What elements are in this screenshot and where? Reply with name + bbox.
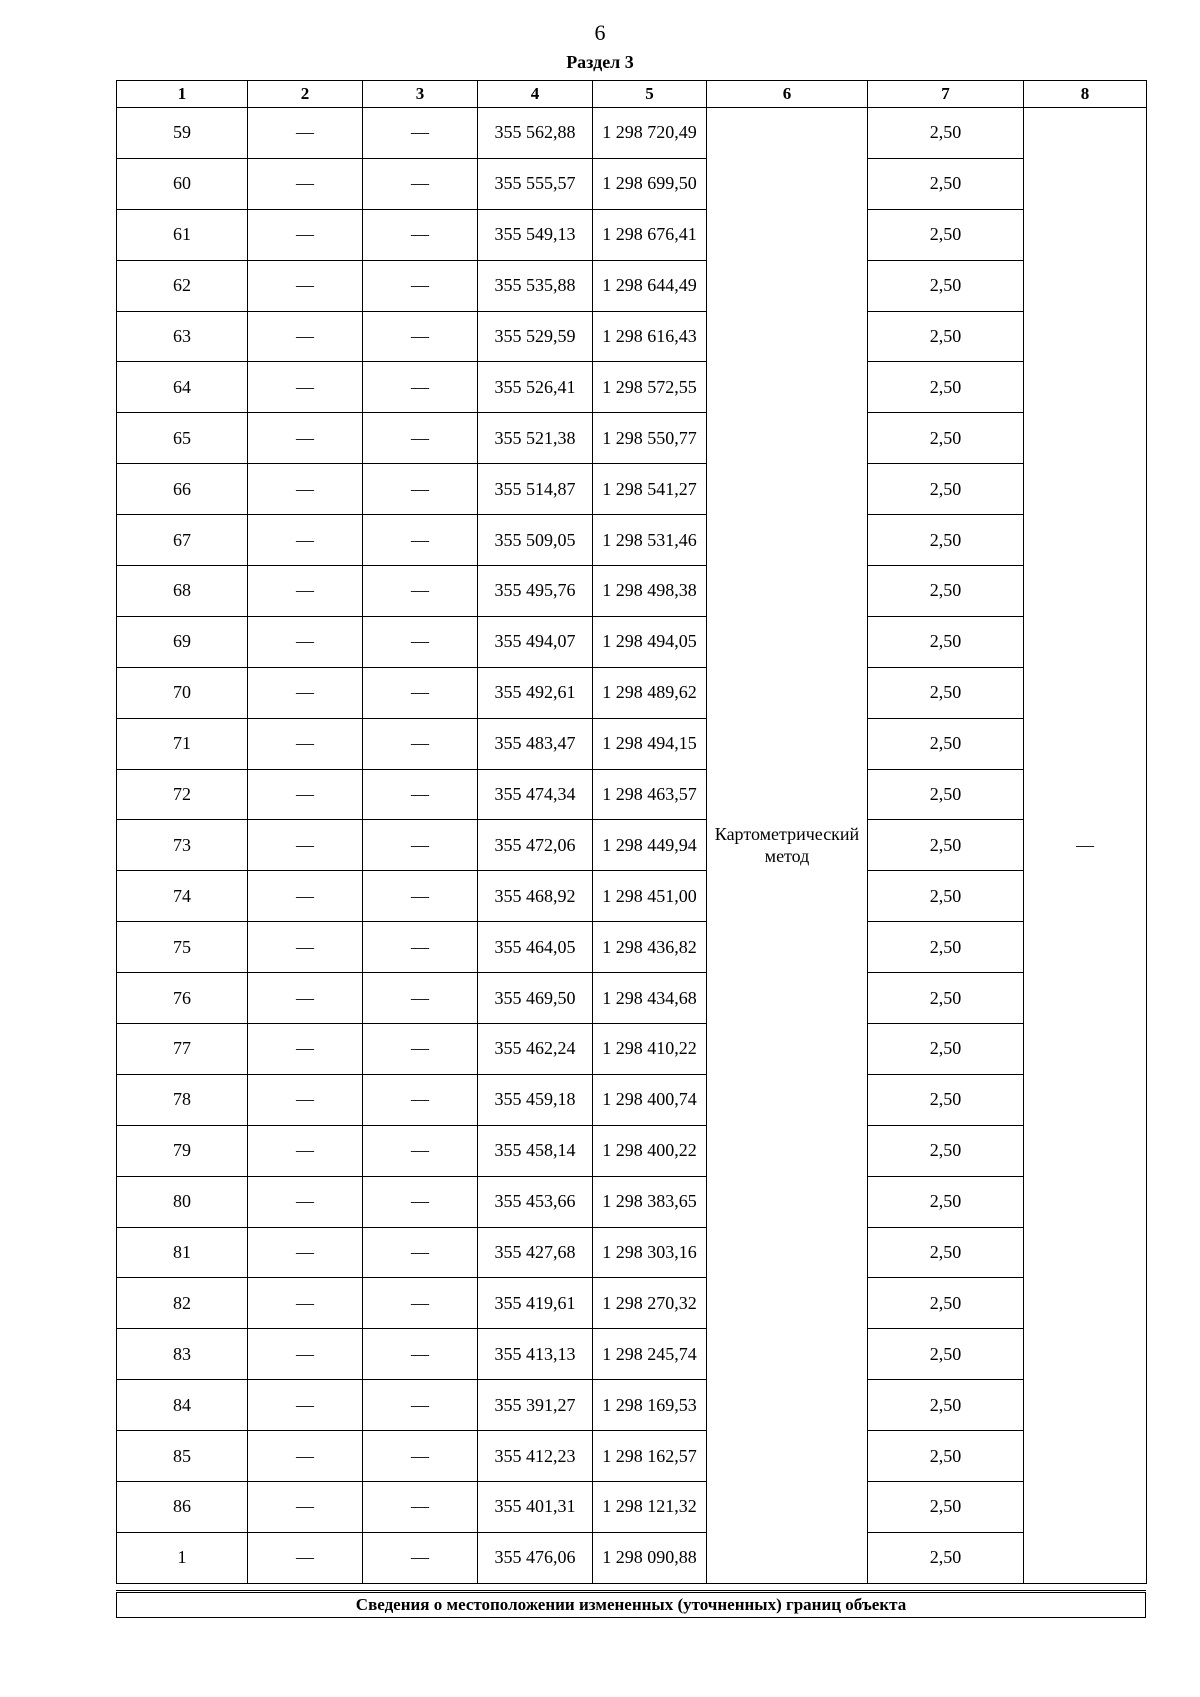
col8-cell: — bbox=[1024, 108, 1147, 1584]
x-coordinate: 355 535,88 bbox=[478, 260, 593, 311]
table-row bbox=[117, 769, 1147, 820]
x-coordinate: 355 474,34 bbox=[478, 769, 593, 820]
col-header: 3 bbox=[363, 81, 478, 108]
point-number: 72 bbox=[117, 769, 248, 820]
col-header: 1 bbox=[117, 81, 248, 108]
point-number: 65 bbox=[117, 413, 248, 464]
accuracy-value: 2,50 bbox=[868, 311, 1024, 362]
x-coordinate: 355 468,92 bbox=[478, 871, 593, 922]
x-coordinate: 355 495,76 bbox=[478, 566, 593, 617]
col3-value: — bbox=[363, 1431, 478, 1482]
point-number: 84 bbox=[117, 1380, 248, 1431]
x-coordinate: 355 462,24 bbox=[478, 1024, 593, 1075]
col3-value: — bbox=[363, 1125, 478, 1176]
y-coordinate: 1 298 463,57 bbox=[593, 769, 707, 820]
table-row bbox=[117, 616, 1147, 667]
x-coordinate: 355 427,68 bbox=[478, 1227, 593, 1278]
accuracy-value: 2,50 bbox=[868, 464, 1024, 515]
x-coordinate: 355 412,23 bbox=[478, 1431, 593, 1482]
method-cell: Картометрический метод bbox=[707, 108, 868, 1584]
col2-value: — bbox=[248, 1431, 363, 1482]
point-number: 70 bbox=[117, 667, 248, 718]
col3-value: — bbox=[363, 922, 478, 973]
accuracy-value: 2,50 bbox=[868, 1176, 1024, 1227]
accuracy-value: 2,50 bbox=[868, 1278, 1024, 1329]
col2-value: — bbox=[248, 820, 363, 871]
point-number: 63 bbox=[117, 311, 248, 362]
col2-value: — bbox=[248, 1329, 363, 1380]
x-coordinate: 355 476,06 bbox=[478, 1532, 593, 1583]
point-number: 86 bbox=[117, 1482, 248, 1533]
col3-value: — bbox=[363, 1176, 478, 1227]
table-body bbox=[117, 108, 1147, 1584]
y-coordinate: 1 298 270,32 bbox=[593, 1278, 707, 1329]
accuracy-value: 2,50 bbox=[868, 1125, 1024, 1176]
y-coordinate: 1 298 245,74 bbox=[593, 1329, 707, 1380]
col2-value: — bbox=[248, 209, 363, 260]
y-coordinate: 1 298 720,49 bbox=[593, 108, 707, 159]
col2-value: — bbox=[248, 1532, 363, 1583]
col3-value: — bbox=[363, 1024, 478, 1075]
y-coordinate: 1 298 494,15 bbox=[593, 718, 707, 769]
col3-value: — bbox=[363, 1074, 478, 1125]
col2-value: — bbox=[248, 108, 363, 159]
y-coordinate: 1 298 410,22 bbox=[593, 1024, 707, 1075]
col-header: 5 bbox=[593, 81, 707, 108]
table-row bbox=[117, 1024, 1147, 1075]
table-row bbox=[117, 718, 1147, 769]
y-coordinate: 1 298 303,16 bbox=[593, 1227, 707, 1278]
point-number: 71 bbox=[117, 718, 248, 769]
footer-table bbox=[116, 1590, 1146, 1618]
accuracy-value: 2,50 bbox=[868, 1482, 1024, 1533]
col3-value: — bbox=[363, 362, 478, 413]
y-coordinate: 1 298 541,27 bbox=[593, 464, 707, 515]
table-row bbox=[117, 922, 1147, 973]
accuracy-value: 2,50 bbox=[868, 973, 1024, 1024]
x-coordinate: 355 494,07 bbox=[478, 616, 593, 667]
x-coordinate: 355 562,88 bbox=[478, 108, 593, 159]
x-coordinate: 355 419,61 bbox=[478, 1278, 593, 1329]
point-number: 77 bbox=[117, 1024, 248, 1075]
table-row bbox=[117, 1380, 1147, 1431]
col2-value: — bbox=[248, 158, 363, 209]
point-number: 59 bbox=[117, 108, 248, 159]
y-coordinate: 1 298 616,43 bbox=[593, 311, 707, 362]
table-row bbox=[117, 515, 1147, 566]
col-header: 7 bbox=[868, 81, 1024, 108]
accuracy-value: 2,50 bbox=[868, 1431, 1024, 1482]
col2-value: — bbox=[248, 922, 363, 973]
accuracy-value: 2,50 bbox=[868, 820, 1024, 871]
header-row bbox=[117, 81, 1147, 108]
col2-value: — bbox=[248, 1227, 363, 1278]
table-row bbox=[117, 973, 1147, 1024]
col3-value: — bbox=[363, 1380, 478, 1431]
col-header: 8 bbox=[1024, 81, 1147, 108]
point-number: 83 bbox=[117, 1329, 248, 1380]
col2-value: — bbox=[248, 973, 363, 1024]
table-row bbox=[117, 209, 1147, 260]
accuracy-value: 2,50 bbox=[868, 413, 1024, 464]
y-coordinate: 1 298 489,62 bbox=[593, 667, 707, 718]
accuracy-value: 2,50 bbox=[868, 362, 1024, 413]
col3-value: — bbox=[363, 464, 478, 515]
y-coordinate: 1 298 449,94 bbox=[593, 820, 707, 871]
point-number: 67 bbox=[117, 515, 248, 566]
x-coordinate: 355 514,87 bbox=[478, 464, 593, 515]
col3-value: — bbox=[363, 158, 478, 209]
x-coordinate: 355 458,14 bbox=[478, 1125, 593, 1176]
col2-value: — bbox=[248, 718, 363, 769]
accuracy-value: 2,50 bbox=[868, 1024, 1024, 1075]
y-coordinate: 1 298 572,55 bbox=[593, 362, 707, 413]
col3-value: — bbox=[363, 566, 478, 617]
col3-value: — bbox=[363, 871, 478, 922]
col3-value: — bbox=[363, 209, 478, 260]
table-row bbox=[117, 820, 1147, 871]
point-number: 64 bbox=[117, 362, 248, 413]
y-coordinate: 1 298 451,00 bbox=[593, 871, 707, 922]
point-number: 68 bbox=[117, 566, 248, 617]
point-number: 1 bbox=[117, 1532, 248, 1583]
x-coordinate: 355 472,06 bbox=[478, 820, 593, 871]
col3-value: — bbox=[363, 1532, 478, 1583]
accuracy-value: 2,50 bbox=[868, 566, 1024, 617]
x-coordinate: 355 555,57 bbox=[478, 158, 593, 209]
accuracy-value: 2,50 bbox=[868, 108, 1024, 159]
accuracy-value: 2,50 bbox=[868, 922, 1024, 973]
accuracy-value: 2,50 bbox=[868, 209, 1024, 260]
table-row bbox=[117, 566, 1147, 617]
col3-value: — bbox=[363, 1227, 478, 1278]
col3-value: — bbox=[363, 1482, 478, 1533]
col2-value: — bbox=[248, 1176, 363, 1227]
accuracy-value: 2,50 bbox=[868, 1074, 1024, 1125]
col2-value: — bbox=[248, 1380, 363, 1431]
x-coordinate: 355 401,31 bbox=[478, 1482, 593, 1533]
point-number: 62 bbox=[117, 260, 248, 311]
point-number: 76 bbox=[117, 973, 248, 1024]
table-row bbox=[117, 260, 1147, 311]
x-coordinate: 355 413,13 bbox=[478, 1329, 593, 1380]
accuracy-value: 2,50 bbox=[868, 1380, 1024, 1431]
x-coordinate: 355 483,47 bbox=[478, 718, 593, 769]
accuracy-value: 2,50 bbox=[868, 769, 1024, 820]
col2-value: — bbox=[248, 260, 363, 311]
accuracy-value: 2,50 bbox=[868, 616, 1024, 667]
accuracy-value: 2,50 bbox=[868, 1227, 1024, 1278]
col2-value: — bbox=[248, 871, 363, 922]
x-coordinate: 355 453,66 bbox=[478, 1176, 593, 1227]
table-row bbox=[117, 1278, 1147, 1329]
col2-value: — bbox=[248, 1074, 363, 1125]
col3-value: — bbox=[363, 769, 478, 820]
col3-value: — bbox=[363, 973, 478, 1024]
col2-value: — bbox=[248, 616, 363, 667]
y-coordinate: 1 298 498,38 bbox=[593, 566, 707, 617]
y-coordinate: 1 298 676,41 bbox=[593, 209, 707, 260]
y-coordinate: 1 298 434,68 bbox=[593, 973, 707, 1024]
col2-value: — bbox=[248, 667, 363, 718]
y-coordinate: 1 298 121,32 bbox=[593, 1482, 707, 1533]
point-number: 74 bbox=[117, 871, 248, 922]
point-number: 78 bbox=[117, 1074, 248, 1125]
table-row bbox=[117, 667, 1147, 718]
accuracy-value: 2,50 bbox=[868, 515, 1024, 566]
col-header: 6 bbox=[707, 81, 868, 108]
point-number: 81 bbox=[117, 1227, 248, 1278]
col3-value: — bbox=[363, 108, 478, 159]
accuracy-value: 2,50 bbox=[868, 260, 1024, 311]
col3-value: — bbox=[363, 515, 478, 566]
y-coordinate: 1 298 494,05 bbox=[593, 616, 707, 667]
col3-value: — bbox=[363, 1278, 478, 1329]
table-row bbox=[117, 108, 1147, 159]
table-row bbox=[117, 1431, 1147, 1482]
table-row bbox=[117, 464, 1147, 515]
col3-value: — bbox=[363, 718, 478, 769]
col2-value: — bbox=[248, 464, 363, 515]
x-coordinate: 355 549,13 bbox=[478, 209, 593, 260]
point-number: 80 bbox=[117, 1176, 248, 1227]
y-coordinate: 1 298 090,88 bbox=[593, 1532, 707, 1583]
col3-value: — bbox=[363, 667, 478, 718]
x-coordinate: 355 521,38 bbox=[478, 413, 593, 464]
point-number: 66 bbox=[117, 464, 248, 515]
table-row bbox=[117, 1074, 1147, 1125]
table-row bbox=[117, 1482, 1147, 1533]
y-coordinate: 1 298 400,22 bbox=[593, 1125, 707, 1176]
point-number: 61 bbox=[117, 209, 248, 260]
col-header: 4 bbox=[478, 81, 593, 108]
table-row bbox=[117, 1227, 1147, 1278]
y-coordinate: 1 298 169,53 bbox=[593, 1380, 707, 1431]
x-coordinate: 355 509,05 bbox=[478, 515, 593, 566]
y-coordinate: 1 298 531,46 bbox=[593, 515, 707, 566]
page-number: 6 bbox=[594, 20, 606, 45]
point-number: 82 bbox=[117, 1278, 248, 1329]
x-coordinate: 355 391,27 bbox=[478, 1380, 593, 1431]
footer-caption: Сведения о местоположении измененных (уточненных) границ объекта bbox=[117, 1592, 1146, 1618]
col2-value: — bbox=[248, 1278, 363, 1329]
col2-value: — bbox=[248, 362, 363, 413]
y-coordinate: 1 298 550,77 bbox=[593, 413, 707, 464]
col2-value: — bbox=[248, 1482, 363, 1533]
col2-value: — bbox=[248, 769, 363, 820]
col3-value: — bbox=[363, 311, 478, 362]
col3-value: — bbox=[363, 260, 478, 311]
point-number: 75 bbox=[117, 922, 248, 973]
col2-value: — bbox=[248, 1024, 363, 1075]
accuracy-value: 2,50 bbox=[868, 667, 1024, 718]
x-coordinate: 355 492,61 bbox=[478, 667, 593, 718]
x-coordinate: 355 526,41 bbox=[478, 362, 593, 413]
y-coordinate: 1 298 400,74 bbox=[593, 1074, 707, 1125]
table-row bbox=[117, 1532, 1147, 1583]
y-coordinate: 1 298 436,82 bbox=[593, 922, 707, 973]
table-row bbox=[117, 158, 1147, 209]
point-number: 73 bbox=[117, 820, 248, 871]
table-row bbox=[117, 1329, 1147, 1380]
table-row bbox=[117, 1125, 1147, 1176]
point-number: 69 bbox=[117, 616, 248, 667]
col2-value: — bbox=[248, 311, 363, 362]
col2-value: — bbox=[248, 515, 363, 566]
table-row bbox=[117, 1176, 1147, 1227]
x-coordinate: 355 529,59 bbox=[478, 311, 593, 362]
y-coordinate: 1 298 699,50 bbox=[593, 158, 707, 209]
table-row bbox=[117, 362, 1147, 413]
section-title: Раздел 3 bbox=[566, 52, 634, 72]
accuracy-value: 2,50 bbox=[868, 158, 1024, 209]
y-coordinate: 1 298 644,49 bbox=[593, 260, 707, 311]
col3-value: — bbox=[363, 1329, 478, 1380]
col-header: 2 bbox=[248, 81, 363, 108]
table-row bbox=[117, 311, 1147, 362]
table-row bbox=[117, 413, 1147, 464]
col3-value: — bbox=[363, 616, 478, 667]
x-coordinate: 355 469,50 bbox=[478, 973, 593, 1024]
col2-value: — bbox=[248, 566, 363, 617]
x-coordinate: 355 464,05 bbox=[478, 922, 593, 973]
y-coordinate: 1 298 162,57 bbox=[593, 1431, 707, 1482]
col3-value: — bbox=[363, 820, 478, 871]
table-row bbox=[117, 871, 1147, 922]
point-number: 60 bbox=[117, 158, 248, 209]
accuracy-value: 2,50 bbox=[868, 1532, 1024, 1583]
x-coordinate: 355 459,18 bbox=[478, 1074, 593, 1125]
coordinates-table bbox=[116, 80, 1147, 1584]
y-coordinate: 1 298 383,65 bbox=[593, 1176, 707, 1227]
accuracy-value: 2,50 bbox=[868, 718, 1024, 769]
point-number: 79 bbox=[117, 1125, 248, 1176]
accuracy-value: 2,50 bbox=[868, 1329, 1024, 1380]
point-number: 85 bbox=[117, 1431, 248, 1482]
accuracy-value: 2,50 bbox=[868, 871, 1024, 922]
col3-value: — bbox=[363, 413, 478, 464]
col2-value: — bbox=[248, 413, 363, 464]
col2-value: — bbox=[248, 1125, 363, 1176]
